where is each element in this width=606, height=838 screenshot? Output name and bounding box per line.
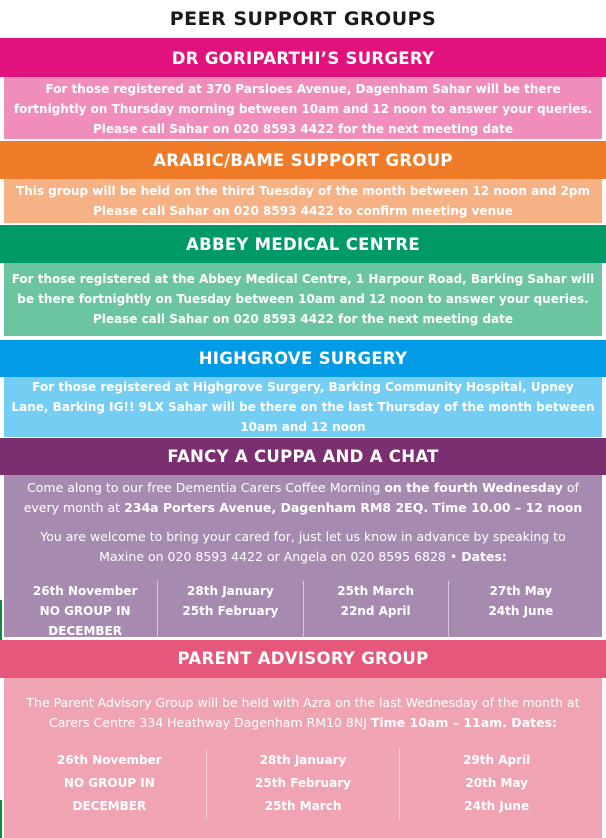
date-item: 20th May [465,776,528,790]
body-text-bold: 234a Porters Avenue, Dagenham RM8 2EQ. Time 10.00 – 12 noon [124,500,583,515]
dates-column [157,581,302,641]
date-item: 25th March [264,799,342,813]
body-text-bold: Time 10am – 11am. Dates: [370,715,557,730]
dates-column [13,749,206,819]
dates-column [448,581,593,641]
body-line: Please call Sahar on 020 8593 4422 for the next meeting date [92,312,514,326]
body-text: every month at [23,500,125,515]
section-heading: ABBEY MEDICAL CENTRE [0,225,606,263]
body-line: Please call Sahar on 020 8593 4422 for the next meeting date [92,122,514,136]
dates-grid [13,749,593,819]
dates-column [206,749,400,819]
edge-decoration [0,800,2,838]
date-item: 27th May [489,584,553,598]
page-title: PEER SUPPORT GROUPS [169,8,437,30]
body-line: For those registered at 370 Parsloes Avenue, Dagenham Sahar will be there [45,82,561,96]
date-item: DECEMBER [48,624,122,638]
date-item: 29th April [463,753,531,767]
section-body [4,179,602,223]
body-paragraph [4,527,602,567]
date-item: 25th February [255,776,351,790]
date-item: 26th November [57,753,162,767]
date-item: 28th January [187,584,274,598]
date-item: 25th February [182,604,279,618]
date-item: 24th June [464,799,530,813]
body-line: This group will be held on the third Tuesday of the month between 12 noon and 2pm [16,184,590,198]
body-text: Maxine on 020 8593 4422 or Angela on 020 8595 6828 • [99,549,462,564]
section-abbey-medical [0,225,606,336]
date-item: 25th March [337,584,415,598]
body-line: fortnightly on Thursday morning between 10am and 12 noon to answer your queries. [13,102,593,116]
section-body [4,263,602,336]
body-text-bold: on the fourth Wednesday [384,480,563,495]
dates-column [13,581,157,641]
body-text: You are welcome to bring your cared for, just let us know in advance by speaking to [40,529,566,544]
date-item: 26th November [32,584,138,598]
body-text: Come along to our free Dementia Carers Coffee Morning [27,480,385,495]
body-line: 10am and 12 noon [240,420,366,434]
section-arabic-bame [0,141,606,223]
date-item: NO GROUP IN [63,776,155,790]
section-body [4,678,602,838]
section-heading: ARABIC/BAME SUPPORT GROUP [0,141,606,179]
body-line: Please call Sahar on 020 8593 4422 to confirm meeting venue [93,204,513,218]
dates-grid [13,581,593,641]
dates-column [399,749,593,819]
body-line: Lane, Barking IG!! 9LX Sahar will be there on the last Thursday of the month between [11,400,595,414]
section-highgrove [0,340,606,437]
section-heading: DR GORIPARTHI’S SURGERY [0,38,606,77]
body-text-bold: Dates: [461,549,507,564]
section-heading: HIGHGROVE SURGERY [0,340,606,377]
body-line: be there fortnightly on Tuesday between 10am and 12 noon to answer your queries. [17,292,589,306]
date-item: DECEMBER [72,799,147,813]
section-body [4,377,602,437]
dates-column [303,581,448,641]
date-item: 24th June [488,604,554,618]
body-paragraph [4,478,602,518]
date-item: NO GROUP IN [39,604,131,618]
date-item: 22nd April [340,604,411,618]
edge-decoration [0,600,2,640]
section-body [4,77,602,139]
body-text: The Parent Advisory Group will be held with Azra on the last Wednesday of the month at [26,695,580,710]
body-line: For those registered at the Abbey Medical Centre, 1 Harpour Road, Barking Sahar will [11,272,595,286]
body-line: For those registered at Highgrove Surgery, Barking Community Hospital, Upney [32,380,574,394]
section-fancy-a-cuppa [0,438,606,637]
section-heading: FANCY A CUPPA AND A CHAT [0,438,606,475]
section-body [4,475,602,637]
section-parent-advisory [0,640,606,838]
body-text: Carers Centre 334 Heathway Dagenham RM10 8NJ [48,715,371,730]
section-heading: PARENT ADVISORY GROUP [0,640,606,678]
body-text: of [562,480,579,495]
date-item: 28th January [259,753,347,767]
body-paragraph [4,693,602,733]
section-dr-goriparthi [0,38,606,139]
